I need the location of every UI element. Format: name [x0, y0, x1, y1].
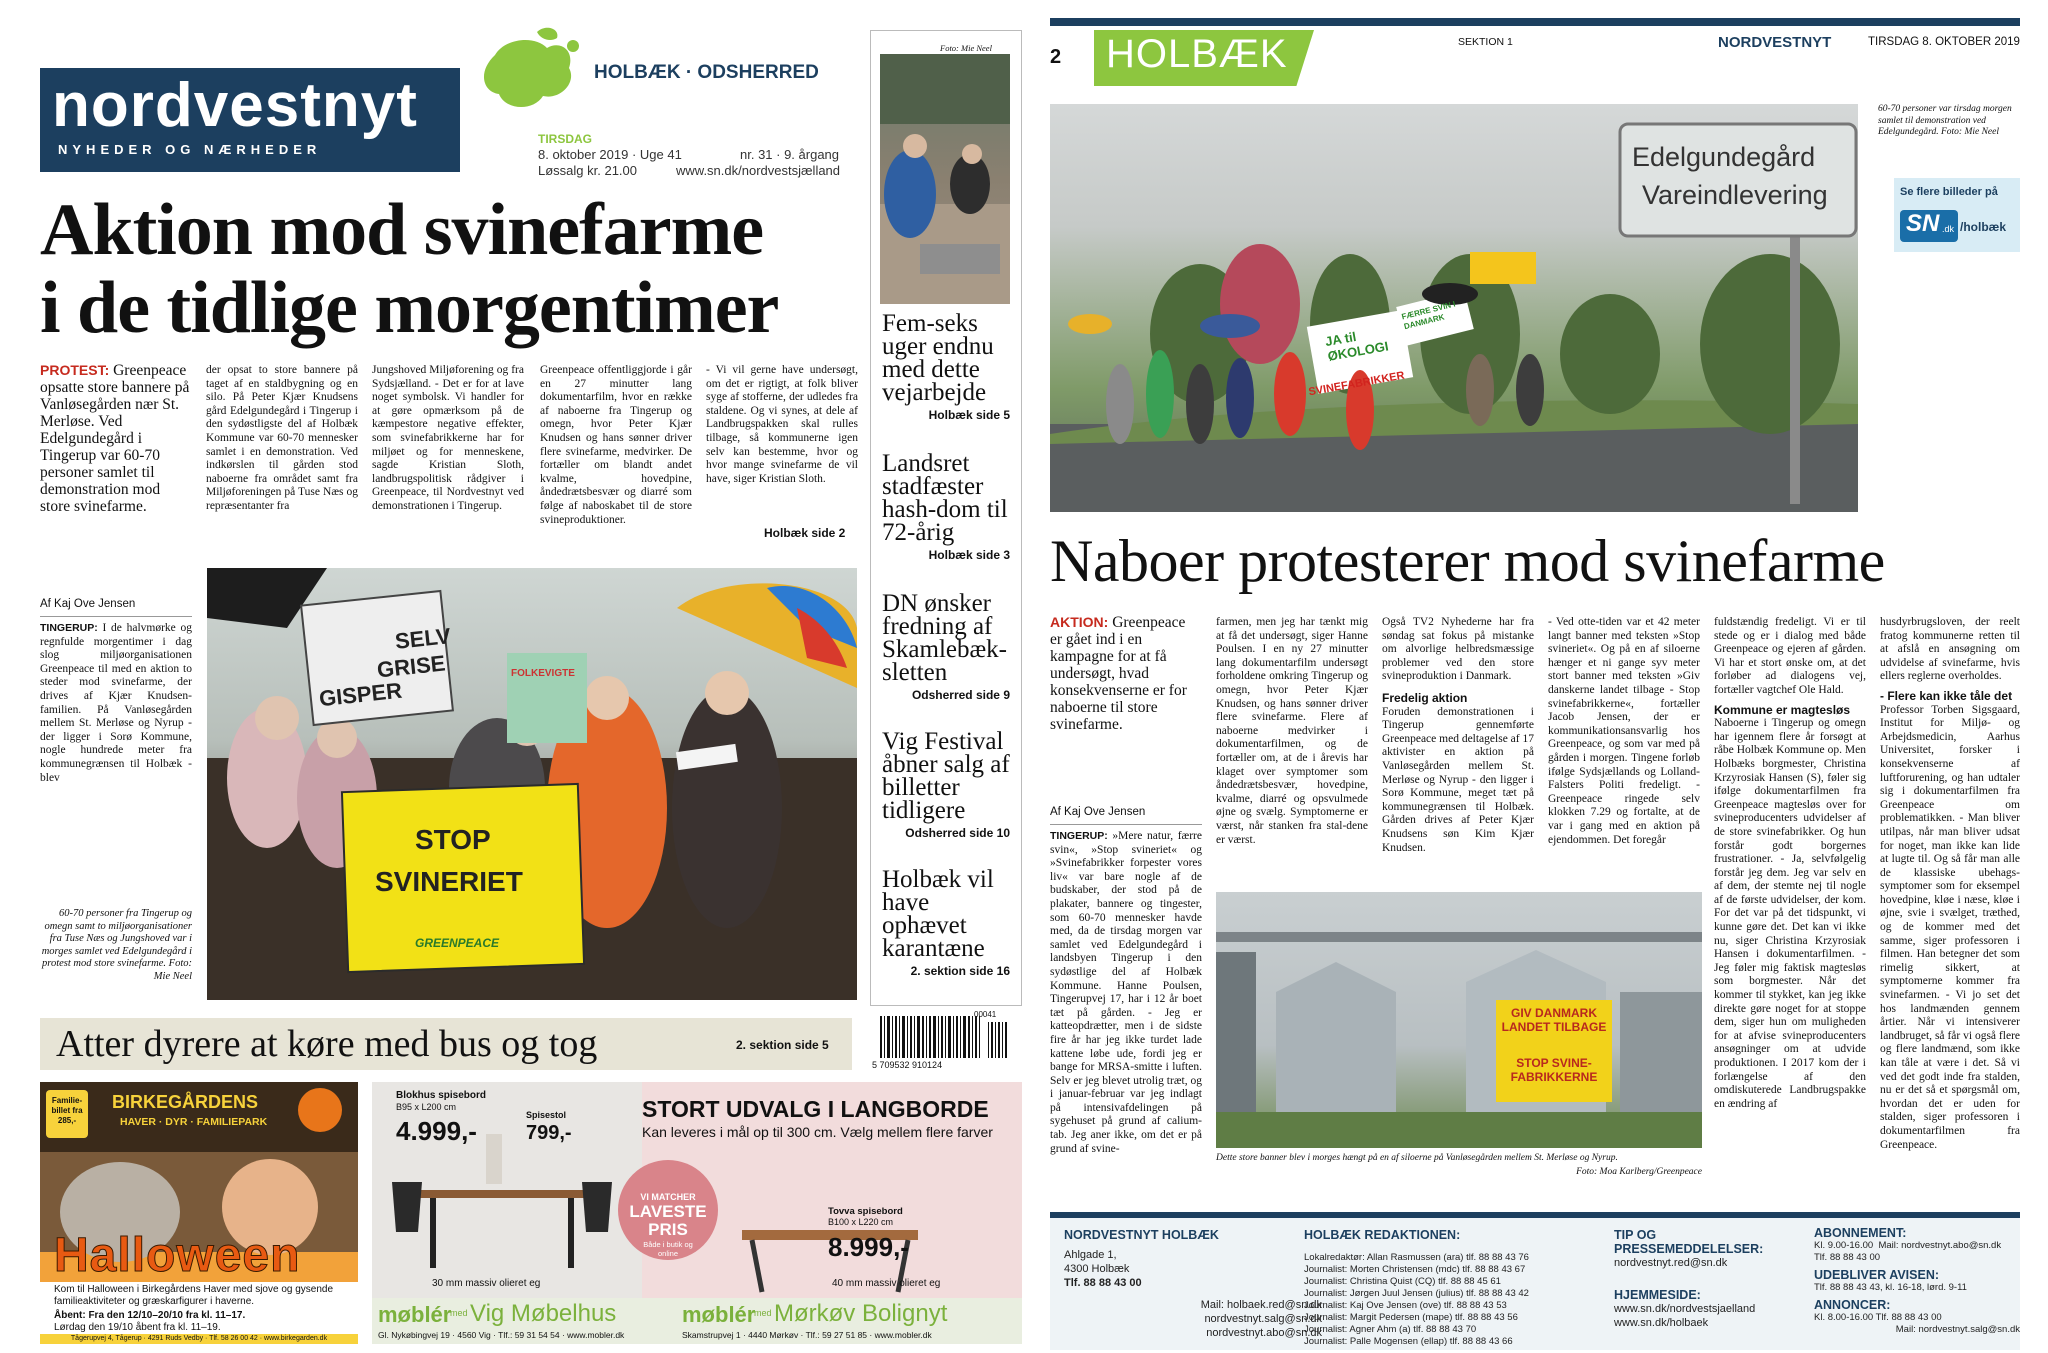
section-label: SEKTION 1	[1458, 36, 1513, 48]
birkegarden-open: Åbent: Fra den 12/10–20/10 fra kl. 11–17.	[54, 1310, 246, 1321]
protest-photo-caption: 60-70 personer var tirsdag morgen samlet til demonstration ved Edelgundegård. Foto: Mie Neel	[1878, 104, 2012, 137]
mobler-brand-1: møblér	[378, 1302, 452, 1327]
body-kicker: TINGERUP:	[40, 622, 98, 634]
mobler-brand-2: møblér	[682, 1302, 756, 1327]
main-headline-line1: Aktion mod svinefarme	[40, 189, 764, 271]
mobler-badge-2: LAVESTE	[629, 1202, 707, 1221]
issue-number: nr. 31 · 9. årgang	[740, 147, 840, 162]
road-sign-line1: Edelgundegård	[1632, 142, 1816, 172]
page2-lead-text: Greenpeace er gået ind i en kampagne for at få undersøgt, hvad konsekvenserne er for naboerne til store svinefarme.	[1050, 614, 1187, 733]
photo-gallery-promo[interactable]	[1894, 178, 2020, 252]
bottom-ref: 2. sektion side 5	[736, 1038, 829, 1052]
teaser-4-title: Vig Festival åbner salg af billetter tidligere	[882, 728, 1010, 824]
mobler-badge-4: Både i butik og online	[643, 1240, 693, 1258]
sign-stop: STOP	[415, 824, 491, 855]
teaser-1[interactable]	[882, 312, 1010, 422]
staff-3: Journalist: Christina Quist (CQ) tlf. 88 88 45 61	[1304, 1276, 1501, 1287]
teaser-4[interactable]	[882, 730, 1010, 840]
staff-5: Journalist: Kaj Ove Jensen (ove) tlf. 88 88 43 53	[1304, 1300, 1507, 1311]
sign-greenpeace: GREENPEACE	[415, 936, 500, 950]
mobler-price1: 4.999,-	[396, 1116, 477, 1146]
page2-lead	[1050, 614, 1200, 733]
sign-grise: GRISE	[375, 650, 447, 683]
silo-banner-text1: GIV DANMARK LANDET TILBAGE	[1501, 1006, 1607, 1034]
mobler-med-1: med	[450, 1308, 468, 1318]
footer-missing-head: UDEBLIVER AVISEN:	[1814, 1268, 1940, 1282]
teaser-3-page: Odsherred side 9	[911, 688, 1010, 702]
birkegarden-badge: Familie-billet fra 285,-	[46, 1090, 88, 1138]
mobler-note2: 40 mm massiv olieret eg	[832, 1278, 941, 1289]
page-reference[interactable]: Holbæk side 2	[764, 526, 846, 540]
page2-c5-text: fuldstændig fredeligt. Vi er til stede og er i dialog med både Greenpeace og ejeren af gården. Vi har et stort ønske om, at det forløber ad dialogens vej, fortæller vagtchef Ole Hald.	[1714, 616, 1866, 696]
article-column-5: - Vi vil gerne have undersøgt, om det er rigtigt, at folk bliver syge af stofferne, der udledes fra staldene. Og vi synes, at dele af Landbrugspakken skal rulles tilbage, så kommunerne igen selv kan bestemme, hvor og hvor mange svinefarme de vil have, siger Kristian Sloth.	[706, 364, 858, 485]
mobler-ad[interactable]	[372, 1082, 1022, 1344]
mobler-med-2: med	[754, 1308, 772, 1318]
page2-c1-kicker: TINGERUP:	[1050, 830, 1108, 842]
page2-column-6	[1880, 616, 2020, 1186]
footer-block-service	[1814, 1226, 2020, 1336]
page2-column-3	[1382, 616, 1534, 880]
issue-url[interactable]: www.sn.dk/nordvestsjælland	[676, 163, 841, 178]
globe-logo-icon	[465, 20, 585, 120]
article-column-3: Jungshoved Miljøforening og fra Sydsjælland. - Det er for at lave noget symbolsk. Vi handler for at gøre opmærksom på de kæmpestore negative effekter, som svinefabrikkerne har for miljøet og for menneskene, sagde Kristian Sloth, landbrugspolitisk rådgiver i Greenpeace, til Nordvestnyt ved demonstrationen i Tingerup.	[372, 364, 524, 512]
staff-2: Journalist: Morten Christensen (mdc) tlf. 88 88 43 67	[1304, 1264, 1526, 1275]
top-rule	[1050, 18, 2020, 26]
mobler-item1: Blokhus spisebord	[396, 1090, 487, 1101]
footer-abo-time: Kl. 9.00-16.00	[1814, 1240, 1874, 1251]
footer-block-contact	[1064, 1228, 1284, 1290]
staff-6: Journalist: Margit Pedersen (mape) tlf. 88 88 43 56	[1304, 1312, 1518, 1323]
silo-credit: Foto: Moa Karlberg/Greenpeace	[1576, 1167, 1702, 1177]
article-column-4: Greenpeace offentliggjorde i går en 27 minutter lang dokumentarfilm, hvor en række af naboerne fra Tingerup og omegn, hvor Peter Kjær Knudsen og hans sønner driver flere svinefarme, medvirker. De fortæller om blandt andet kvalme, hovedpine, åndedrætsbesvær og diarré som følge af naboskabet til de store svineproduktioner.	[540, 364, 692, 526]
footer-abo-tel: Tlf. 88 88 43 00	[1814, 1252, 1881, 1263]
mobler-item2: Tovva spisebord	[828, 1206, 903, 1217]
birkegarden-open2: Lørdag den 19/10 åbent fra kl. 11–19.	[54, 1322, 221, 1333]
roadwork-photo-credit: Foto: Mie Neel	[940, 43, 992, 53]
mobler-subline: Kan leveres i mål op til 300 cm. Vælg mellem flere farver	[642, 1124, 993, 1140]
mobler-headline: STORT UDVALG I LANGBORDE	[642, 1096, 989, 1122]
teaser-5[interactable]	[882, 868, 1010, 978]
birkegarden-title: BIRKEGÅRDENS	[112, 1092, 259, 1112]
footer-mail1[interactable]: Mail: holbaek.red@sn.dk	[1200, 1299, 1322, 1311]
birkegarden-footer[interactable]: Tågerupvej 4, Tågerup · 4291 Ruds Vedby · Tlf. 58 26 00 42 · www.birkegarden.dk	[40, 1334, 358, 1344]
lead-kicker: PROTEST:	[40, 362, 110, 378]
lead-paragraph	[40, 362, 190, 515]
footer-abo-mail[interactable]: Mail: nordvestnyt.abo@sn.dk	[1878, 1240, 2002, 1251]
staff-8: Journalist: Palle Mogensen (ellap) tlf. 88 88 43 66	[1304, 1336, 1513, 1347]
footer-ads-mail[interactable]: Mail: nordvestnyt.salg@sn.dk	[1895, 1324, 2020, 1335]
teaser-1-title: Fem-seks uger endnu med dette vejarbejde	[882, 310, 994, 406]
silo-photo	[1216, 892, 1702, 1148]
halloween-word: Halloween	[54, 1229, 301, 1282]
footer-addr1: Ahlgade 1,	[1064, 1249, 1117, 1261]
mobler-addr-1[interactable]: Gl. Nykøbingvej 19 · 4560 Vig · Tlf.: 59 31 54 54 · www.mobler.dk	[378, 1330, 625, 1340]
page2-column-1	[1050, 830, 1202, 1186]
page2-c5b-text: Naboerne i Tingerup og omegn har igennem flere år forsøgt at råbe Holbæk Kommune op. Men Holbæks borgmester, Christina Krzyrosiak Hansen (S), føler sig ifølge dokumentarfilmen fra Greenpeace magtesløs over for svineproducenters udvidelser af de store svinefabrikker. Og hun forstår godt borgernes frustrationer. - Ja, selvfølgelig forstår jeg dem. Jeg var selv en af dem, der stemte nej til nogle af de første udvidelser, der kom. For det var på det tidspunkt, vi kunne gøre det. Det kan vi ikke nu, siger Christina Krzyrosiak Hansen i dokumentarfilmen. - Jeg føler mig faktisk magtesløs som borgmester. Når det kommer til stykket, kan jeg ikke direkte gøre noget for at stoppe dem, siger hun om muligheden for at afvise svineproducenters ansøgninger om at udvide produktionen. I 2017 kom der i forlængelse af den omdiskuterede Landbrugspakke en ændring af	[1714, 717, 1866, 1110]
footer-ads-head: ANNONCER:	[1814, 1298, 1891, 1312]
page2-byline-rule	[1050, 824, 1202, 825]
sign-gisper: GISPER	[317, 677, 404, 712]
footer-web-url2[interactable]: www.sn.dk/holbaek	[1614, 1317, 1709, 1329]
page2-c5-head: Kommune er magtesløs	[1714, 702, 1851, 717]
teaser-2-page: Holbæk side 3	[928, 548, 1010, 562]
issue-date: 8. oktober 2019 · Uge 41	[538, 147, 682, 162]
mobler-chair: Spisestol	[526, 1110, 567, 1120]
promo-logo: SN	[1906, 210, 1940, 237]
teaser-3[interactable]	[882, 592, 1010, 702]
footer-staff-head: HOLBÆK REDAKTIONEN:	[1304, 1228, 1461, 1242]
masthead-regions: HOLBÆK · ODSHERRED	[594, 62, 819, 83]
mobler-price2: 8.999,-	[828, 1232, 909, 1262]
page2-column-4: - Ved otte-tiden var et 42 meter langt banner med teksten »Stop svineriet«. Og på en af siloerne hænger et ni gange syv meter stort banner med teksten »Giv danskerne landet tilbage - Stop svinefabrikkerne«, fortæller Jacob Jensen, der er kommunikationsansvarlig hos Greenpeace, og som var med på gården i morgen. Tingene forløb ifølge Sydsjællands og Lolland-Falsters Politi fredeligt. - Greenpeace ringede selv klokken 7.29 og fortalte, at de var i gang med en aktion på ejendommen. Det foregår	[1548, 616, 1700, 846]
birkegarden-text: Kom til Halloween i Birkegårdens Haver med sjove og gysende familieaktiviteter og græskarfigurer i haverne.	[54, 1284, 334, 1307]
barcode-number: 5 709532 910124	[872, 1060, 943, 1070]
birkegarden-sub: HAVER · DYR · FAMILIEPARK	[120, 1116, 268, 1128]
page2-byline: Af Kaj Ove Jensen	[1050, 806, 1146, 818]
footer-abo-hours	[1814, 1240, 2020, 1252]
masthead-tagline: NYHEDER OG NÆRHEDER	[58, 142, 322, 157]
issue-price: Løssalg kr. 21.00	[538, 163, 637, 178]
byline-rule	[40, 616, 192, 617]
footer-tips-mail[interactable]: nordvestnyt.red@sn.dk	[1614, 1257, 1728, 1269]
barcode	[880, 1016, 1020, 1058]
footer-abo-head: ABONNEMENT:	[1814, 1226, 1907, 1240]
footer-tel: Tlf. 88 88 43 00	[1064, 1277, 1142, 1289]
paper-date: TIRSDAG 8. OKTOBER 2019	[1868, 36, 2020, 48]
footer-tips-head2: PRESSEMEDDELELSER:	[1614, 1242, 1764, 1256]
body-column	[40, 622, 192, 792]
teaser-2[interactable]	[882, 452, 1010, 562]
footer-tips-head1: TIP OG	[1614, 1228, 1657, 1242]
footer-addr2: 4300 Holbæk	[1064, 1263, 1130, 1275]
lead-text: Greenpeace opsatte store bannere på Vanløsegården nær St. Merløse. Ved Edelgundegård i Tingerup var 60-70 personer samlet til demonstration mod store svinefarme.	[40, 362, 190, 515]
footer-web-url1[interactable]: www.sn.dk/nordvestsjaelland	[1614, 1303, 1756, 1315]
mobler-item2-dim: B100 x L220 cm	[828, 1217, 894, 1227]
page2-lead-kicker: AKTION:	[1050, 614, 1109, 630]
banner-svinefabrikker: SVINEFABRIKKER	[1307, 369, 1406, 399]
byline: Af Kaj Ove Jensen	[40, 598, 136, 610]
page2-column-2: farmen, men jeg har tænkt mig at få det undersøgt, siger Hanne Poulsen. I en ny 27 minutter lang dokumentarfilm undersøgt forholdene omkring Tingerup og omegn, hvor Peter Kjær Knudsen, og hans sønner driver flere svinefarme. Flere af naboerne medvirker i dokumentarfilmen, og de fortæller om, at de i årevis har klaget over symptomer som åndedrætsbesvær, hovedpine, kvalme, diarré og opsvulmede øjne og svælg. Symptomerne er værst, når stanken fra stal-dene er værst.	[1216, 616, 1368, 846]
staff-7: Journalist: Agner Ahm (a) tlf. 88 88 43 70	[1304, 1324, 1477, 1335]
footer-missing-tel: Tlf. 88 88 43 43, kl. 16-18, lørd. 9-11	[1814, 1282, 1967, 1293]
footer-web-head: HJEMMESIDE:	[1614, 1288, 1701, 1302]
staff-1: Lokalredaktør: Allan Rasmussen (ara) tlf. 88 88 43 76	[1304, 1252, 1529, 1263]
footer-block-staff	[1304, 1228, 1534, 1348]
page2-c3-head: Fredelig aktion	[1382, 690, 1468, 705]
teaser-1-page: Holbæk side 5	[928, 408, 1010, 422]
teaser-5-page: 2. sektion side 16	[910, 964, 1010, 978]
roadwork-photo	[880, 54, 1010, 304]
page2-c3b-text: Foruden demonstrationen i Tingerup gennemførte Greenpeace med deltagelse af 17 aktivister en aktion på Vanløsegården mellem St. Merløse og Nyrup - den ligger i Sorø Kommune, meget tæt på kommunegrænsen til Holbæk. Gården drives af Peter Kjær Knudsens søn Kim Kjær Knudsen.	[1382, 705, 1534, 854]
barcode-issue: 00041	[974, 1010, 997, 1019]
promo-text: Se flere billeder på	[1900, 186, 1998, 198]
teaser-4-page: Odsherred side 10	[905, 826, 1010, 840]
photo-caption: 60-70 personer fra Tingerup og omegn samt to miljøorganisationer fra Tuse Næs og Jungshoved var i morges samlet ved Edelgundegård i protest mod store svinefarme. Foto: Mie Neel	[41, 908, 192, 982]
footer-ads-hours: Kl. 8.00-16.00 Tlf. 88 88 43 00	[1814, 1312, 1942, 1323]
teaser-3-title: DN ønsker fredning af Skamlebæk-sletten	[882, 590, 1007, 686]
protest-photo	[1050, 104, 1858, 512]
mobler-item1-dim: B95 x L200 cm	[396, 1102, 457, 1112]
page2-column-5	[1714, 616, 1866, 1186]
page2-c1-text: »Mere natur, færre svin«, »Stop svineriet« og »Svinefabrikker forpester vores liv« var bare nogle af de budskaber, der stod på de plakater, bannere og tingester, som 60-70 mennesker havde med, da de tirsdag morgen var samlet ved Edelgundegård i landsbyen Tingerup i den sydøstlige del af Holbæk Kommune. Hanne Poulsen, Tingerupvej 17, har i 12 år boet tæt på gården. - Jeg er katteopdrætter, men i de sidste fire år har jeg ikke turdet lade kattene løbe ude, fordi jeg er bange for MRSA-smitte i luften. Selv er jeg blevet utrolig træt, og i januar-februar var jeg indlagt på intensivafdelingen på sygehuset på grund af calium-tab. Jeg aner ikke, om det er på grund af svine-	[1050, 830, 1202, 1155]
page2-c3-text: Også TV2 Nyhederne har fra søndag sat fokus på mistanke om alvorlige helbredsmæssige problemer ved den store svineproduktion i Danmark.	[1382, 616, 1534, 683]
teaser-5-title: Holbæk vil have ophævet karantæne	[882, 866, 994, 962]
banner-faerre: FÆRRE SVIN I DANMARK	[1400, 299, 1457, 332]
masthead-title: nordvestnyt	[52, 71, 418, 140]
page2-c6-head: - Flere kan ikke tåle det	[1880, 688, 2013, 703]
road-sign-line2: Vareindlevering	[1642, 180, 1828, 210]
mobler-addr-2[interactable]: Skamstrupvej 1 · 4440 Mørkøv · Tlf.: 59 27 51 85 · www.mobler.dk	[682, 1330, 932, 1340]
mobler-shop-1: Vig Møbelhus	[470, 1300, 617, 1327]
banner-ja: JA til ØKOLOGI	[1323, 328, 1390, 364]
footer-block-tips	[1614, 1228, 1794, 1330]
birkegarden-ad[interactable]	[40, 1082, 358, 1344]
page-number: 2	[1050, 46, 1062, 68]
sign-svineriet: SVINERIET	[375, 866, 523, 897]
sign-selv: SELV	[393, 623, 452, 654]
demonstration-photo	[207, 568, 857, 1000]
staff-4: Journalist: Jørgen Juul Jensen (julius) tlf. 88 88 43 42	[1304, 1288, 1529, 1299]
page2-c6-text: husdyrbrugsloven, der reelt fratog kommunerne retten til at afslå en ansøgning om udvidelse af svinefarme, hvis ellers reglerne overholdes.	[1880, 616, 2020, 683]
footer-mail3[interactable]: nordvestnyt.abo@sn.dk	[1206, 1327, 1322, 1339]
footer-mail2[interactable]: nordvestnyt.salg@sn.dk	[1204, 1313, 1322, 1325]
page2-headline: Naboer protesterer mod svinefarme	[1050, 528, 1885, 594]
bottom-headline: Atter dyrere at køre med bus og tog	[56, 1023, 598, 1065]
promo-path: /holbæk	[1960, 220, 2007, 234]
article-column-2: der opsat to store bannere på taget af en staldbygning og en silo. På Peter Kjær Knudsens gård Edelgundegård i Tingerup i den sydøstligste del af Holbæk Kommune var 60-70 mennesker samlet i en demonstration. Ved indkørslen til gården stod naboerne fra området samt fra Miljøforeningen på Tuse Næs og repræsentanter fra	[206, 364, 358, 512]
mobler-shop-2: Mørkøv Bolignyt	[774, 1300, 948, 1327]
section-name: HOLBÆK	[1106, 32, 1288, 76]
promo-dk: .dk	[1942, 224, 1955, 234]
silo-banner-text2: STOP SVINE-FABRIKKERNE	[1510, 1056, 1598, 1084]
footer-contact-head: NORDVESTNYT HOLBÆK	[1064, 1228, 1219, 1242]
mobler-badge-1: VI MATCHER	[640, 1192, 696, 1202]
issue-day: TIRSDAG	[538, 132, 592, 146]
mobler-badge-3: PRIS	[648, 1220, 688, 1239]
body-text: I de halvmørke og regnfulde morgentimer i dag slog miljøorganisationen Greenpeace til med en aktion to steder mod svinefarme, der drives af Kjær Knudsen-familien. På Vanløsegården mellem St. Merløse og Nyrup - der ligger i Sorø Kommune, nogle hundrede meter fra kommunegrænsen til Holbæk - blev	[40, 622, 192, 784]
mobler-chair-price: 799,-	[526, 1122, 572, 1144]
inside-page	[1050, 0, 2048, 1353]
paper-name: NORDVESTNYT	[1718, 34, 1832, 51]
silo-caption: Dette store banner blev i morges hængt på en af siloerne på Vanløsegården mellem St. Merløse og Nyrup.	[1216, 1153, 1618, 1163]
mobler-note1: 30 mm massiv olieret eg	[432, 1278, 541, 1289]
page2-c6b-text: Professor Torben Sigsgaard, Institut for Miljø- og Arbejdsmedicin, Aarhus Universitet, forsker i konsekvenserne af luftforurening, og han udtaler sig i dokumentarfilmen fra Greenpeace om problematikken. - Man bliver utilpas, når man bliver udsat for noget, man ikke kan lide at lugte til. Og så får man alle de klassiske ubehags-symptomer som for eksempel hovedpine, kløe i næse, kløe i øjne, svie i svælget, træthed, og de kommer med det samme, siger professoren i filmen. Han betegner det som rimelig sikkert, at symptomerne kommer fra svinefarmen. - Vi jo set det hos landmænden gennem årtier. Når vi intensiverer landbruget, så får vi også flere og flere landmænd, som ikke kan tåle at være i det. Så vi ved det godt inde fra stalden, nu er det så et spørgsmål om, hvordan det er uden for stalden, siger professoren i dokumentarfilmen fra Greenpeace.	[1880, 703, 2020, 1151]
teaser-2-title: Landsret stadfæster hash-dom til 72-årig	[882, 450, 1008, 546]
sign-folke: FOLKEVIGTE	[511, 668, 575, 679]
main-headline-line2: i de tidlige morgentimer	[40, 267, 779, 349]
